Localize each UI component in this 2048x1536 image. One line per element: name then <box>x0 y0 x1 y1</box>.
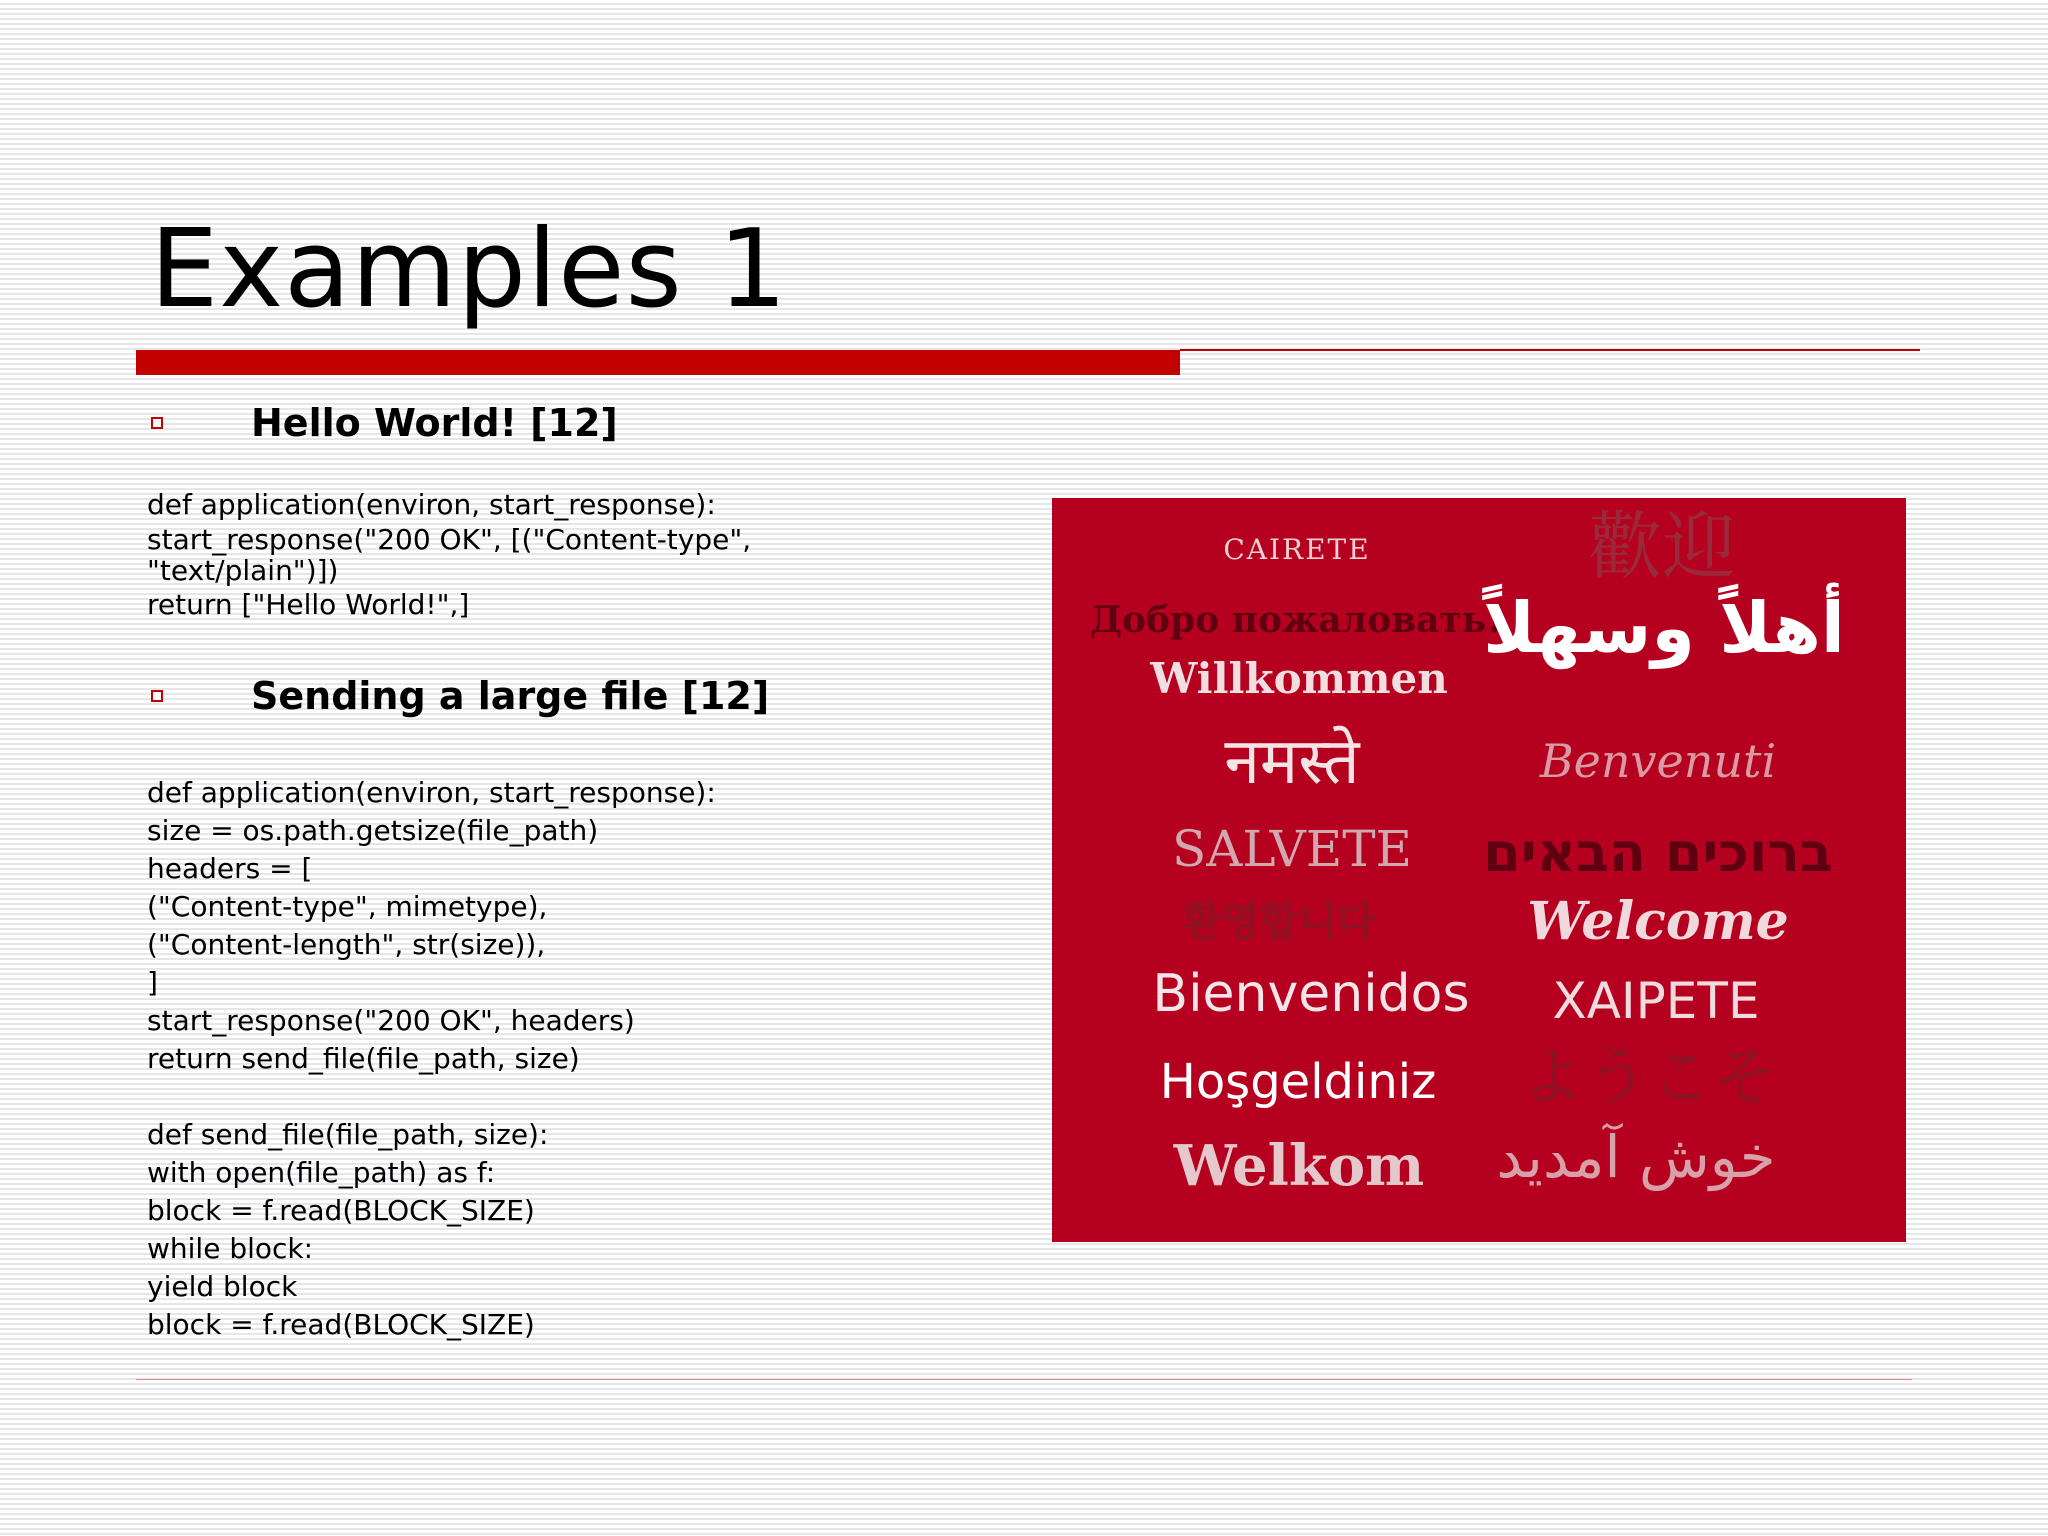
greeting-greek-xairete: XAIPETE <box>1552 972 1760 1030</box>
code-line: block = f.read(BLOCK_SIZE) <box>147 1194 535 1227</box>
greeting-spanish: Bienvenidos <box>1152 964 1470 1024</box>
greeting-chinese: 歡迎 <box>1588 504 1736 590</box>
bullet-item-hello-world <box>151 400 618 446</box>
greeting-german: Willkommen <box>1150 654 1448 703</box>
code-block-large-file <box>147 774 716 1344</box>
greeting-english: Welcome <box>1527 891 1789 952</box>
greeting-russian: Добро пожаловать! <box>1089 599 1503 641</box>
code-line: def send_file(file_path, size): <box>147 1118 549 1151</box>
greeting-italian: Benvenuti <box>1539 734 1777 788</box>
bullet-heading: Sending a large file [12] <box>251 674 770 718</box>
greeting-hebrew: ברוכים הבאים <box>1483 821 1833 884</box>
code-line: ] <box>147 966 158 999</box>
code-line: ("Content-length", str(size)), <box>147 928 546 961</box>
bullet-item-large-file <box>151 673 769 719</box>
title-underline-rule <box>1180 349 1920 351</box>
greeting-japanese: ようこそ <box>1521 1041 1777 1115</box>
code-line: def application(environ, start_response): <box>147 776 716 809</box>
title-underline-bar <box>136 350 1180 375</box>
code-line: return send_file(file_path, size) <box>147 1042 580 1075</box>
code-line: return ["Hello World!",] <box>147 588 470 621</box>
slide-title: Examples 1 <box>150 207 788 332</box>
code-line: size = os.path.getsize(file_path) <box>147 814 599 847</box>
greeting-turkish: Hoşgeldiniz <box>1159 1054 1437 1110</box>
code-blank-line <box>147 1078 716 1116</box>
greeting-arabic: أهلاً وسهلاً <box>1483 587 1845 669</box>
code-line: with open(file_path) as f: <box>147 1156 496 1189</box>
greeting-hindi: नमस्ते <box>1224 725 1360 799</box>
code-line: headers = [ <box>147 852 313 885</box>
greeting-latin: SALVETE <box>1171 820 1413 878</box>
code-line: ("Content-type", mimetype), <box>147 890 548 923</box>
code-line: start_response("200 OK", [("Content-type", <box>147 523 752 556</box>
bullet-heading: Hello World! [12] <box>251 401 618 445</box>
code-line: while block: <box>147 1232 314 1265</box>
square-bullet-icon <box>151 690 163 702</box>
greeting-greek-cairete: CAIRETE <box>1223 533 1371 566</box>
square-bullet-icon <box>151 417 163 429</box>
code-line: "text/plain")]) <box>147 554 339 587</box>
code-line: start_response("200 OK", headers) <box>147 1004 635 1037</box>
welcome-languages-image <box>1052 498 1906 1242</box>
footer-rule <box>136 1379 1912 1380</box>
code-block-hello-world <box>147 486 751 624</box>
greeting-persian: خوش آمدید <box>1496 1123 1776 1191</box>
greeting-dutch: Welkom <box>1173 1133 1425 1199</box>
code-line: block = f.read(BLOCK_SIZE) <box>147 1308 535 1341</box>
code-line: yield block <box>147 1270 298 1303</box>
greeting-korean: 환영합니다 <box>1182 899 1376 945</box>
code-line: def application(environ, start_response): <box>147 488 716 521</box>
